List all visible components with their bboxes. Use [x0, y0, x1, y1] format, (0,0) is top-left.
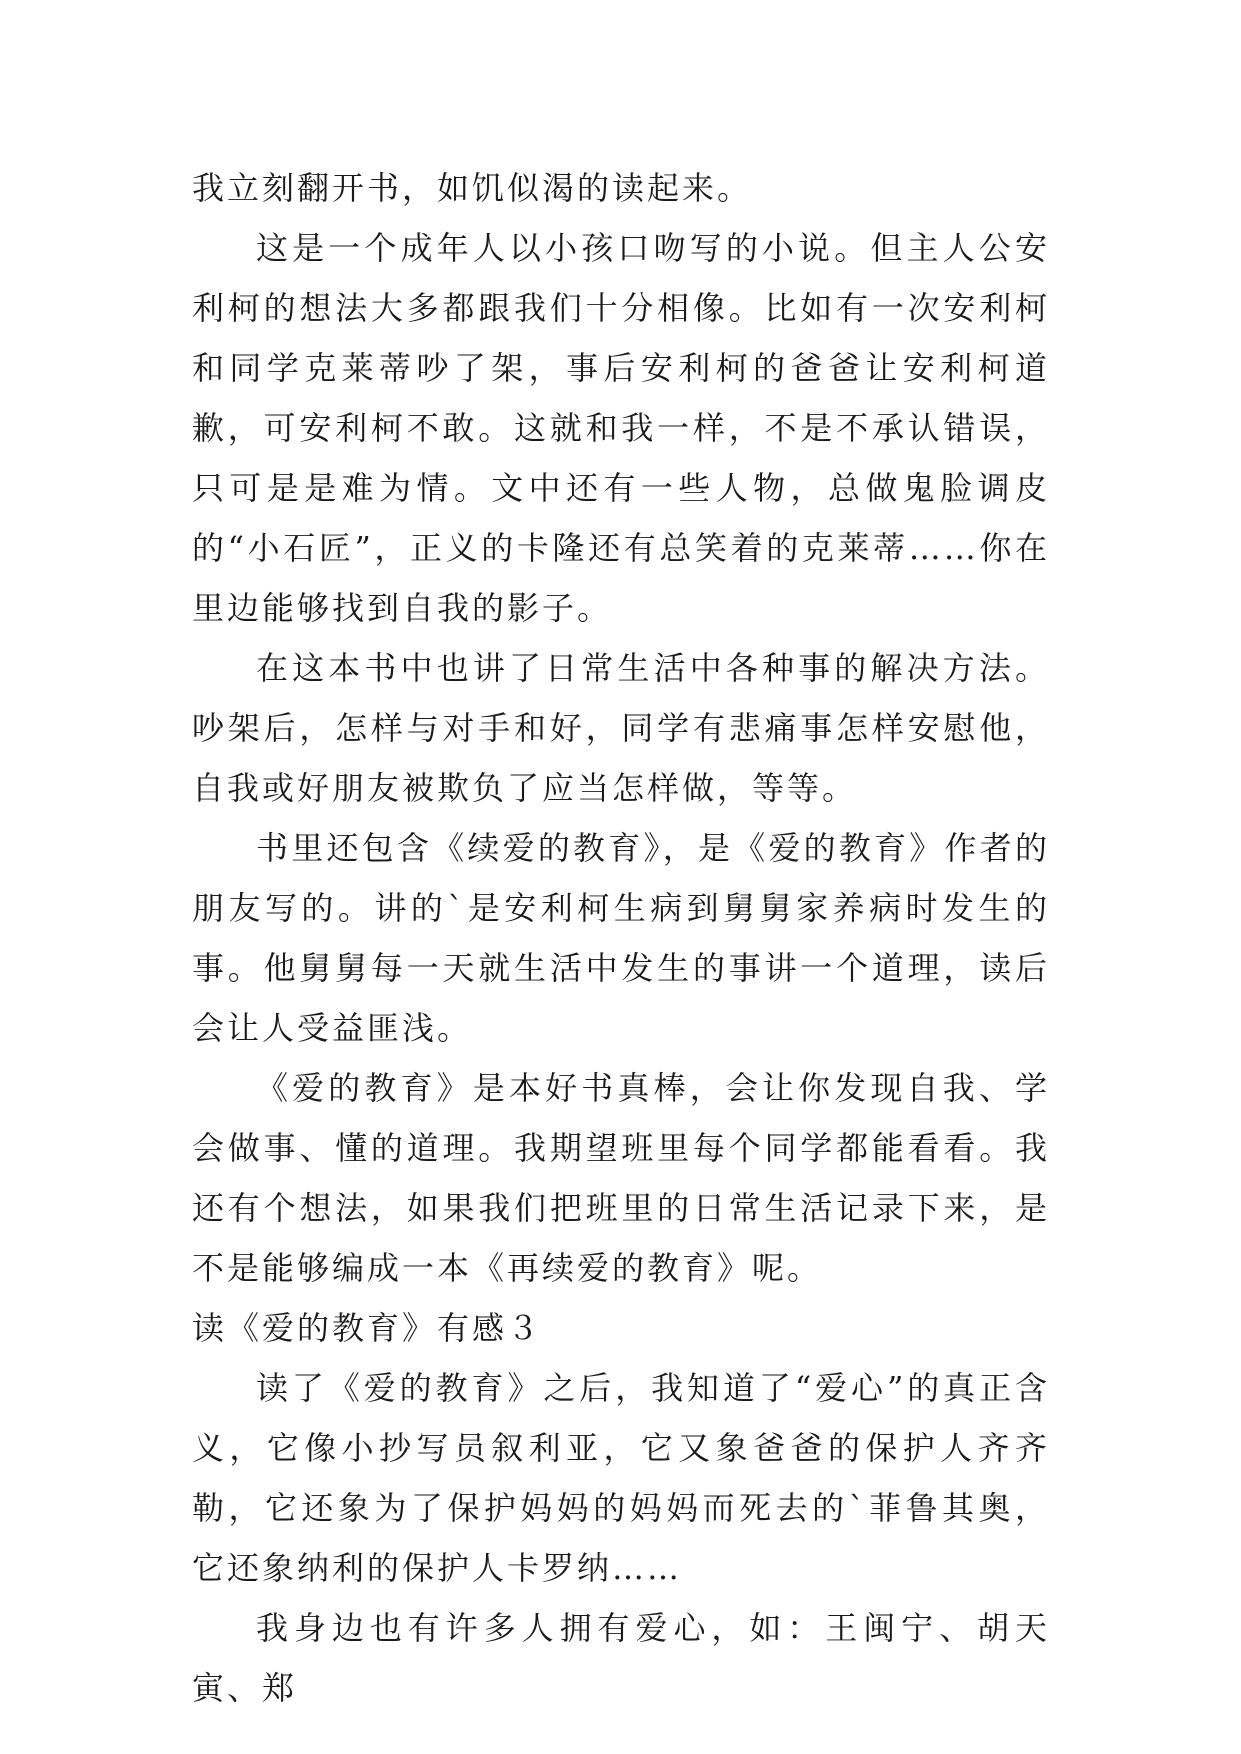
paragraph-people-around: 我身边也有许多人拥有爱心，如：王闽宁、胡天寅、郑 — [192, 1609, 1050, 1707]
section-heading: 读《爱的教育》有感３ — [192, 1309, 543, 1347]
paragraph-recommendation: 《爱的教育》是本好书真棒，会让你发现自我、学会做事、懂的道理。我期望班里每个同学都能看看。我还有个想法，如果我们把班里的日常生活记录下来，是不是能够编成一本《再续爱的教育》呢。 — [192, 1069, 1050, 1287]
paragraph-continuation: 我立刻翻开书，如饥似渴的读起来。 — [192, 169, 753, 207]
paragraph-meaning-of-love: 读了《爱的教育》之后，我知道了“爱心”的真正含义，它像小抄写员叙利亚，它又象爸爸的保护人齐齐勒，它还象为了保护妈妈的妈妈而死去的`菲鲁其奥，它还象纳利的保护人卡罗纳…… — [192, 1369, 1050, 1587]
paragraph-novel-description: 这是一个成年人以小孩口吻写的小说。但主人公安利柯的想法大多都跟我们十分相像。比如有一次安利柯和同学克莱蒂吵了架，事后安利柯的爸爸让安利柯道歉，可安利柯不敢。这就和我一样，不是不承认错误，只可是是难为情。文中还有一些人物，总做鬼脸调皮的“小石匠”，正义的卡隆还有总笑着的克莱蒂……你在里边能够找到自我的影子。 — [192, 229, 1050, 627]
paragraph-sequel: 书里还包含《续爱的教育》，是《爱的教育》作者的朋友写的。讲的`是安利柯生病到舅舅家养病时发生的事。他舅舅每一天就生活中发生的事讲一个道理，读后会让人受益匪浅。 — [192, 829, 1050, 1047]
paragraph-problem-solving: 在这本书中也讲了日常生活中各种事的解决方法。吵架后，怎样与对手和好，同学有悲痛事怎样安慰他，自我或好朋友被欺负了应当怎样做，等等。 — [192, 649, 1050, 807]
document-body — [192, 158, 1050, 1718]
